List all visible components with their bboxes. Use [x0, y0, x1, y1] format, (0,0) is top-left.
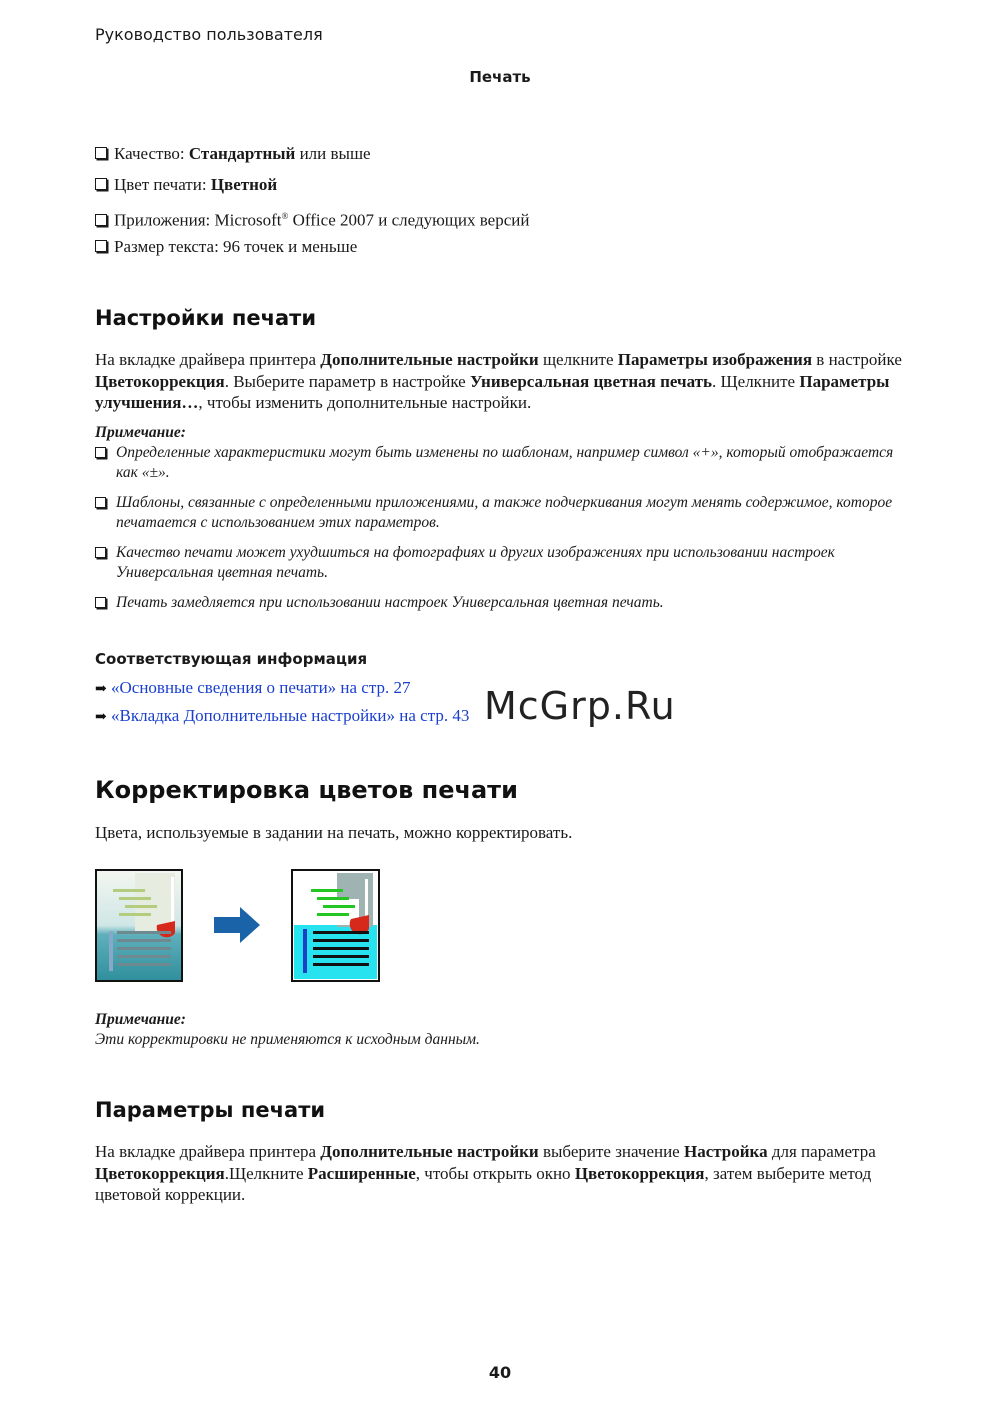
link-advanced-tab[interactable]: «Вкладка Дополнительные настройки» на стр. 43 — [111, 706, 470, 725]
list-item: Качество: Стандартный или выше — [95, 143, 529, 174]
section2-intro: Цвета, используемые в задании на печать, можно корректировать. — [95, 823, 573, 842]
section3-paragraph: На вкладке драйвера принтера Дополнительные настройки выберите значение Настройка для параметра Цветокоррекция.Щелкните Расширенные, чтобы открыть окно Цветокоррекция, затем выберите метод цветовой коррекции. — [95, 1142, 876, 1204]
note-text: Эти корректировки не применяются к исходным данным. — [95, 1031, 480, 1048]
after-correction-illustration — [291, 869, 380, 982]
list-item: Определенные характеристики могут быть изменены по шаблонам, например символ «+», который отображается как «±». — [95, 443, 895, 483]
arrow-right-icon: ➡ — [95, 710, 107, 725]
page-number: 40 — [488, 1363, 512, 1382]
checkbox-bullet-icon — [95, 497, 106, 508]
section-title-print-settings: Настройки печати — [95, 306, 317, 330]
checkbox-bullet-icon — [95, 597, 106, 608]
section-title-color-correction: Корректировка цветов печати — [95, 776, 518, 804]
list-item: Приложения: Microsoft® Office 2007 и следующих версий — [95, 205, 529, 236]
section1-paragraph: На вкладке драйвера принтера Дополнительные настройки щелкните Параметры изображения в настройке Цветокоррекция. Выберите параметр в настройке Универсальная цветная печать. Щелкните Параметры улучшения…, чтобы изменить дополнительные настройки. — [95, 350, 902, 412]
list-item: Цвет печати: Цветной — [95, 174, 529, 205]
list-item — [95, 706, 469, 734]
note-label: Примечание: — [95, 424, 186, 441]
checkbox-bullet-icon — [95, 178, 107, 190]
list-item: Печать замедляется при использовании настроек Универсальная цветная печать. — [95, 593, 895, 613]
arrow-right-icon: ➡ — [95, 682, 107, 697]
notes-list — [95, 443, 895, 623]
checkbox-bullet-icon — [95, 147, 107, 159]
arrow-right-icon — [212, 905, 262, 945]
list-item: Размер текста: 96 точек и меньше — [95, 236, 529, 267]
related-info-title: Соответствующая информация — [95, 650, 368, 668]
section-title-print-parameters: Параметры печати — [95, 1098, 326, 1122]
list-item: Шаблоны, связанные с определенными приложениями, а также подчеркивания могут менять содержимое, которое печатается с использованием этих параметров. — [95, 493, 895, 533]
list-item — [95, 678, 469, 706]
document-title: Руководство пользователя — [95, 25, 323, 44]
list-item: Качество печати может ухудшиться на фотографиях и других изображениях при использовании настроек Универсальная цветная печать. — [95, 543, 895, 583]
watermark: McGrp.Ru — [484, 684, 676, 728]
checkbox-bullet-icon — [95, 240, 107, 252]
checkbox-bullet-icon — [95, 547, 106, 558]
link-basic-printing[interactable]: «Основные сведения о печати» на стр. 27 — [111, 678, 411, 697]
checkbox-bullet-icon — [95, 447, 106, 458]
requirements-list — [95, 143, 529, 267]
checkbox-bullet-icon — [95, 214, 107, 226]
note-label: Примечание: — [95, 1011, 186, 1028]
section-header: Печать — [469, 68, 531, 86]
related-links — [95, 678, 469, 734]
before-correction-illustration — [95, 869, 183, 982]
